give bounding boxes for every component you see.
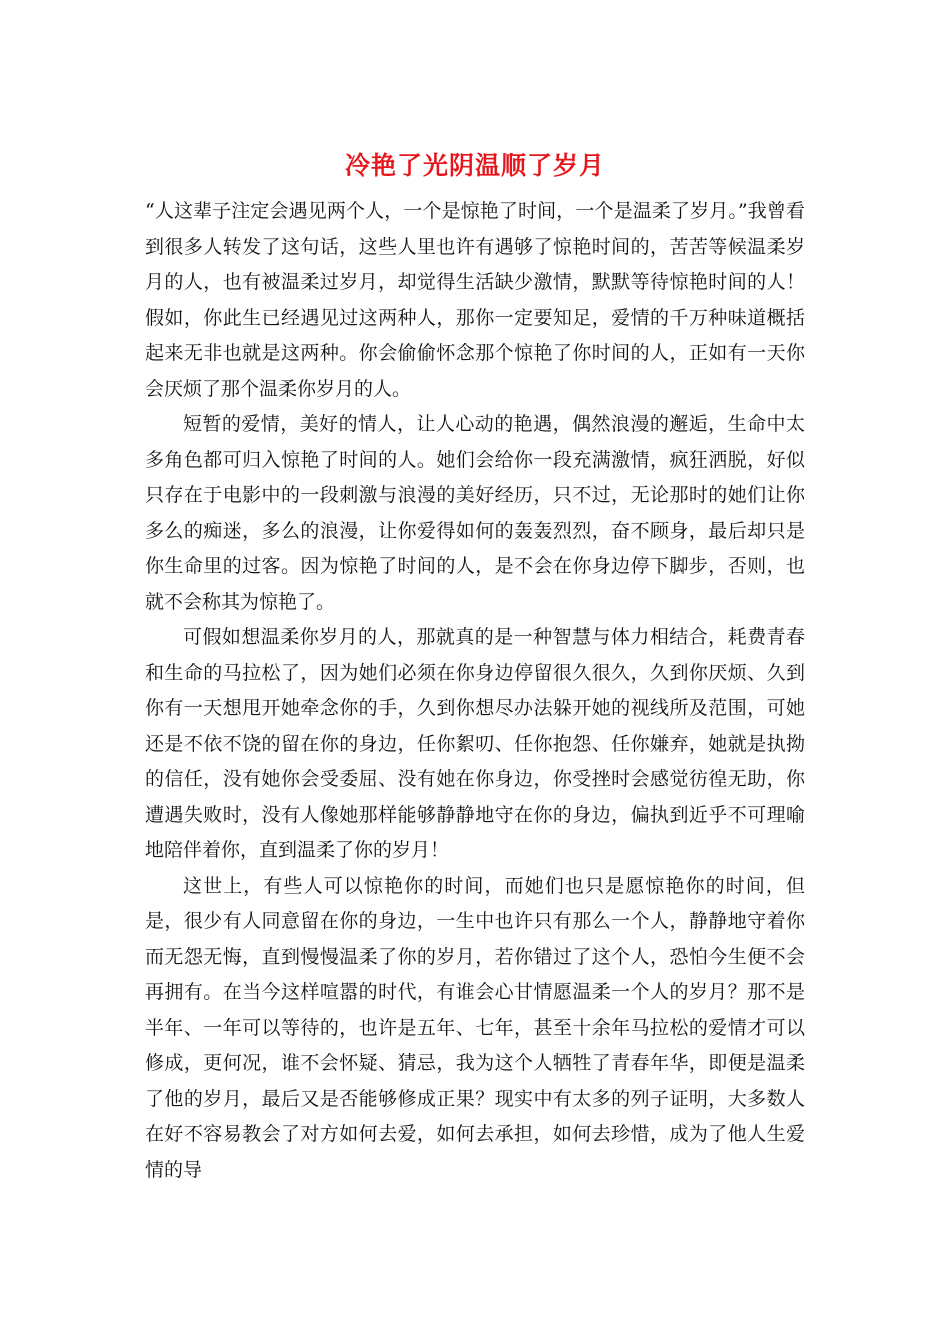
paragraph-3: 可假如想温柔你岁月的人，那就真的是一种智慧与体力相结合，耗费青春和生命的马拉松了，因为她们必须在你身边停留很久很久，久到你厌烦、久到你有一天想甩开她牵念你的手，久到你想尽办法躲开她的视线所及范围，可她还是不依不饶的留在你的身边，任你絮叨、任你抱怨、任你嫌弃，她就是执拗的信任，没有她你会受委屈、没有她在你身边，你受挫时会感觉彷徨无助，你遭遇失败时，没有人像她那样能够静静地守在你的身边，偏执到近乎不可理喻地陪伴着你，直到温柔了你的岁月！ [145,626,805,861]
paragraph-2: 短暂的爱情，美好的情人，让人心动的艳遇，偶然浪漫的邂逅，生命中太多角色都可归入惊艳了时间的人。她们会给你一段充满激情，疯狂洒脱，好似只存在于电影中的一段刺激与浪漫的美好经历，只不过，无论那时的她们让你多么的痴迷，多么的浪漫，让你爱得如何的轰轰烈烈，奋不顾身，最后却只是你生命里的过客。因为惊艳了时间的人，是不会在你身边停下脚步，否则，也就不会称其为惊艳了。 [145,413,805,613]
paragraph-4: 这世上，有些人可以惊艳你的时间，而她们也只是愿惊艳你的时间，但是，很少有人同意留在你的身边，一生中也许只有那么一个人，静静地守着你而无怨无悔，直到慢慢温柔了你的岁月，若你错过了这个人，恐怕今生便不会再拥有。在当今这样喧嚣的时代，有谁会心甘情愿温柔一个人的岁月？那不是半年、一年可以等待的，也许是五年、七年，甚至十余年马拉松的爱情才可以修成，更何况，谁不会怀疑、猜忌，我为这个人牺牲了青春年华，即便是温柔了他的岁月，最后又是否能够修成正果？现实中有太多的列子证明，大多数人在好不容易教会了对方如何去爱，如何去承担，如何去珍惜，成为了他人生爱情的导 [145,874,805,1181]
document-title: 冷艳了光阴温顺了岁月 [344,151,605,180]
paragraph-1: “人这辈子注定会遇见两个人，一个是惊艳了时间，一个是温柔了岁月。”我曾看到很多人转发了这句话，这些人里也许有遇够了惊艳时间的，苦苦等候温柔岁月的人，也有被温柔过岁月，却觉得生活缺少激情，默默等待惊艳时间的人！假如，你此生已经遇见过这两种人，那你一定要知足，爱情的千万种味道概括起来无非也就是这两种。你会偷偷怀念那个惊艳了你时间的人，正如有一天你会厌烦了那个温柔你岁月的人。 [145,200,805,400]
document-body [145,194,805,1188]
